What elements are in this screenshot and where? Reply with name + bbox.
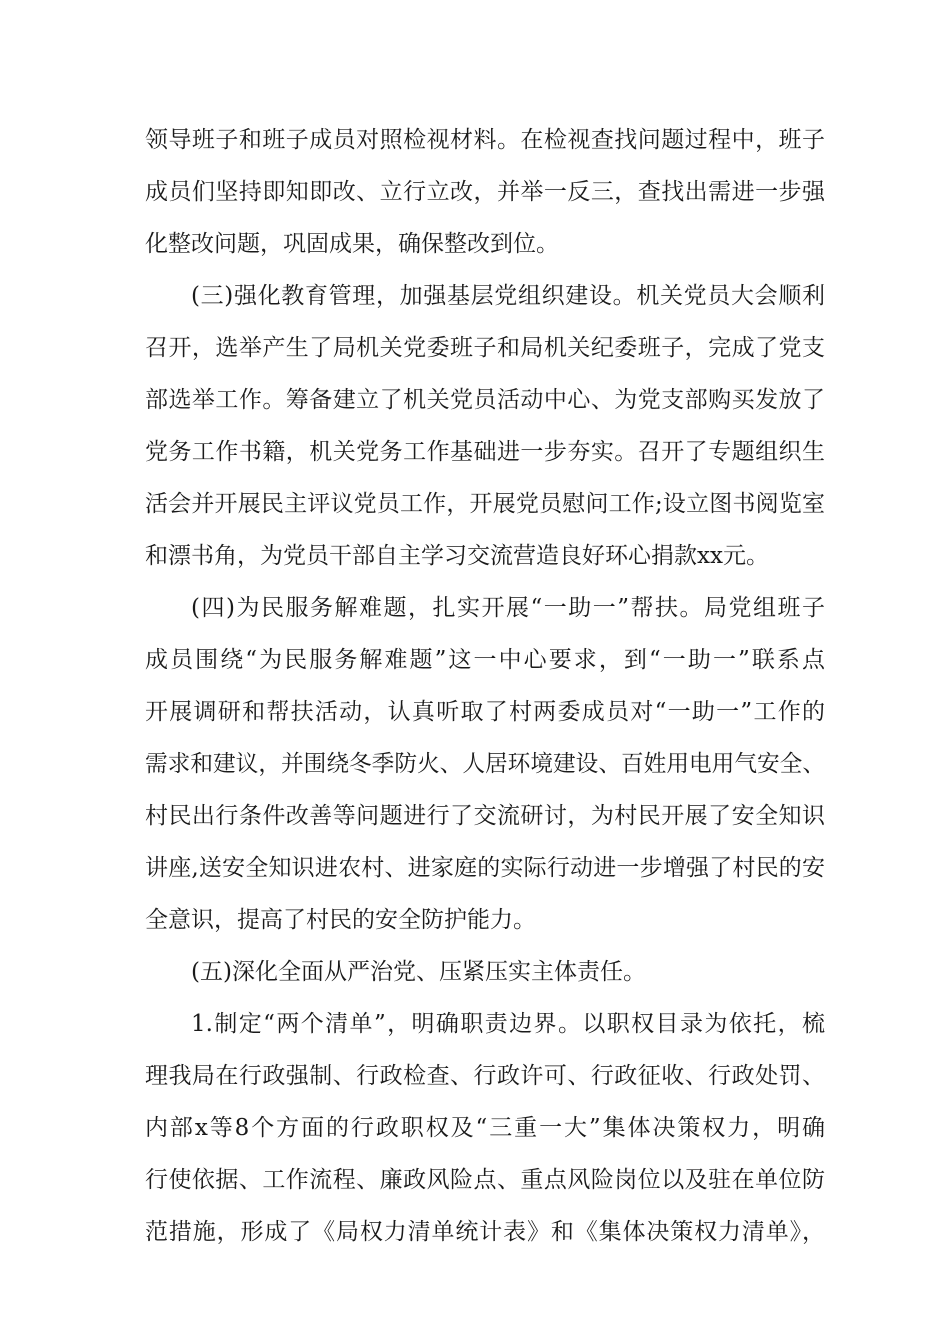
text-line: (五)深化全面从严治党、压紧压实主体责任。 [191,959,646,985]
text-line: 1.制定“两个清单”，明确职责边界。以职权目录为依托，梳 [191,1011,825,1037]
text-line: 领导班子和班子成员对照检视材料。在检视查找问题过程中，班子 [145,127,825,153]
text-line: 开展调研和帮扶活动，认真听取了村两委成员对“一助一”工作的 [145,699,825,725]
text-line: 行使依据、工作流程、廉政风险点、重点风险岗位以及驻在单位防 [145,1167,825,1193]
text-line: 化整改问题，巩固成果，确保整改到位。 [145,231,559,257]
text-line: (三)强化教育管理，加强基层党组织建设。机关党员大会顺利 [191,283,825,309]
text-line: (四)为民服务解难题，扎实开展“一助一”帮扶。局党组班子 [191,595,825,621]
text-line: 召开，选举产生了局机关党委班子和局机关纪委班子，完成了党支 [145,335,825,361]
text-line: 成员围绕“为民服务解难题”这一中心要求，到“一助一”联系点 [145,647,825,673]
text-line: 理我局在行政强制、行政检查、行政许可、行政征收、行政处罚、 [145,1063,825,1089]
text-line: 部选举工作。筹备建立了机关党员活动中心、为党支部购买发放了 [145,387,825,413]
text-line: 和漂书角，为党员干部自主学习交流营造良好环心捐款xx元。 [145,543,769,569]
text-line: 成员们坚持即知即改、立行立改，并举一反三，查找出需进一步强 [145,179,825,205]
text-line: 村民出行条件改善等问题进行了交流研讨，为村民开展了安全知识 [145,803,825,829]
text-line: 范措施，形成了《局权力清单统计表》和《集体决策权力清单》， [145,1219,825,1245]
text-line: 全意识，提高了村民的安全防护能力。 [145,907,536,933]
text-line: 活会并开展民主评议党员工作，开展党员慰问工作;设立图书阅览室 [145,491,825,517]
text-line: 需求和建议，并围绕冬季防火、人居环境建设、百姓用电用气安全、 [145,751,825,777]
text-line: 党务工作书籍，机关党务工作基础进一步夯实。召开了专题组织生 [145,439,825,465]
text-line: 内部x等8个方面的行政职权及“三重一大”集体决策权力，明确 [145,1115,825,1141]
text-line: 讲座,送安全知识进农村、进家庭的实际行动进一步增强了村民的安 [145,855,825,881]
